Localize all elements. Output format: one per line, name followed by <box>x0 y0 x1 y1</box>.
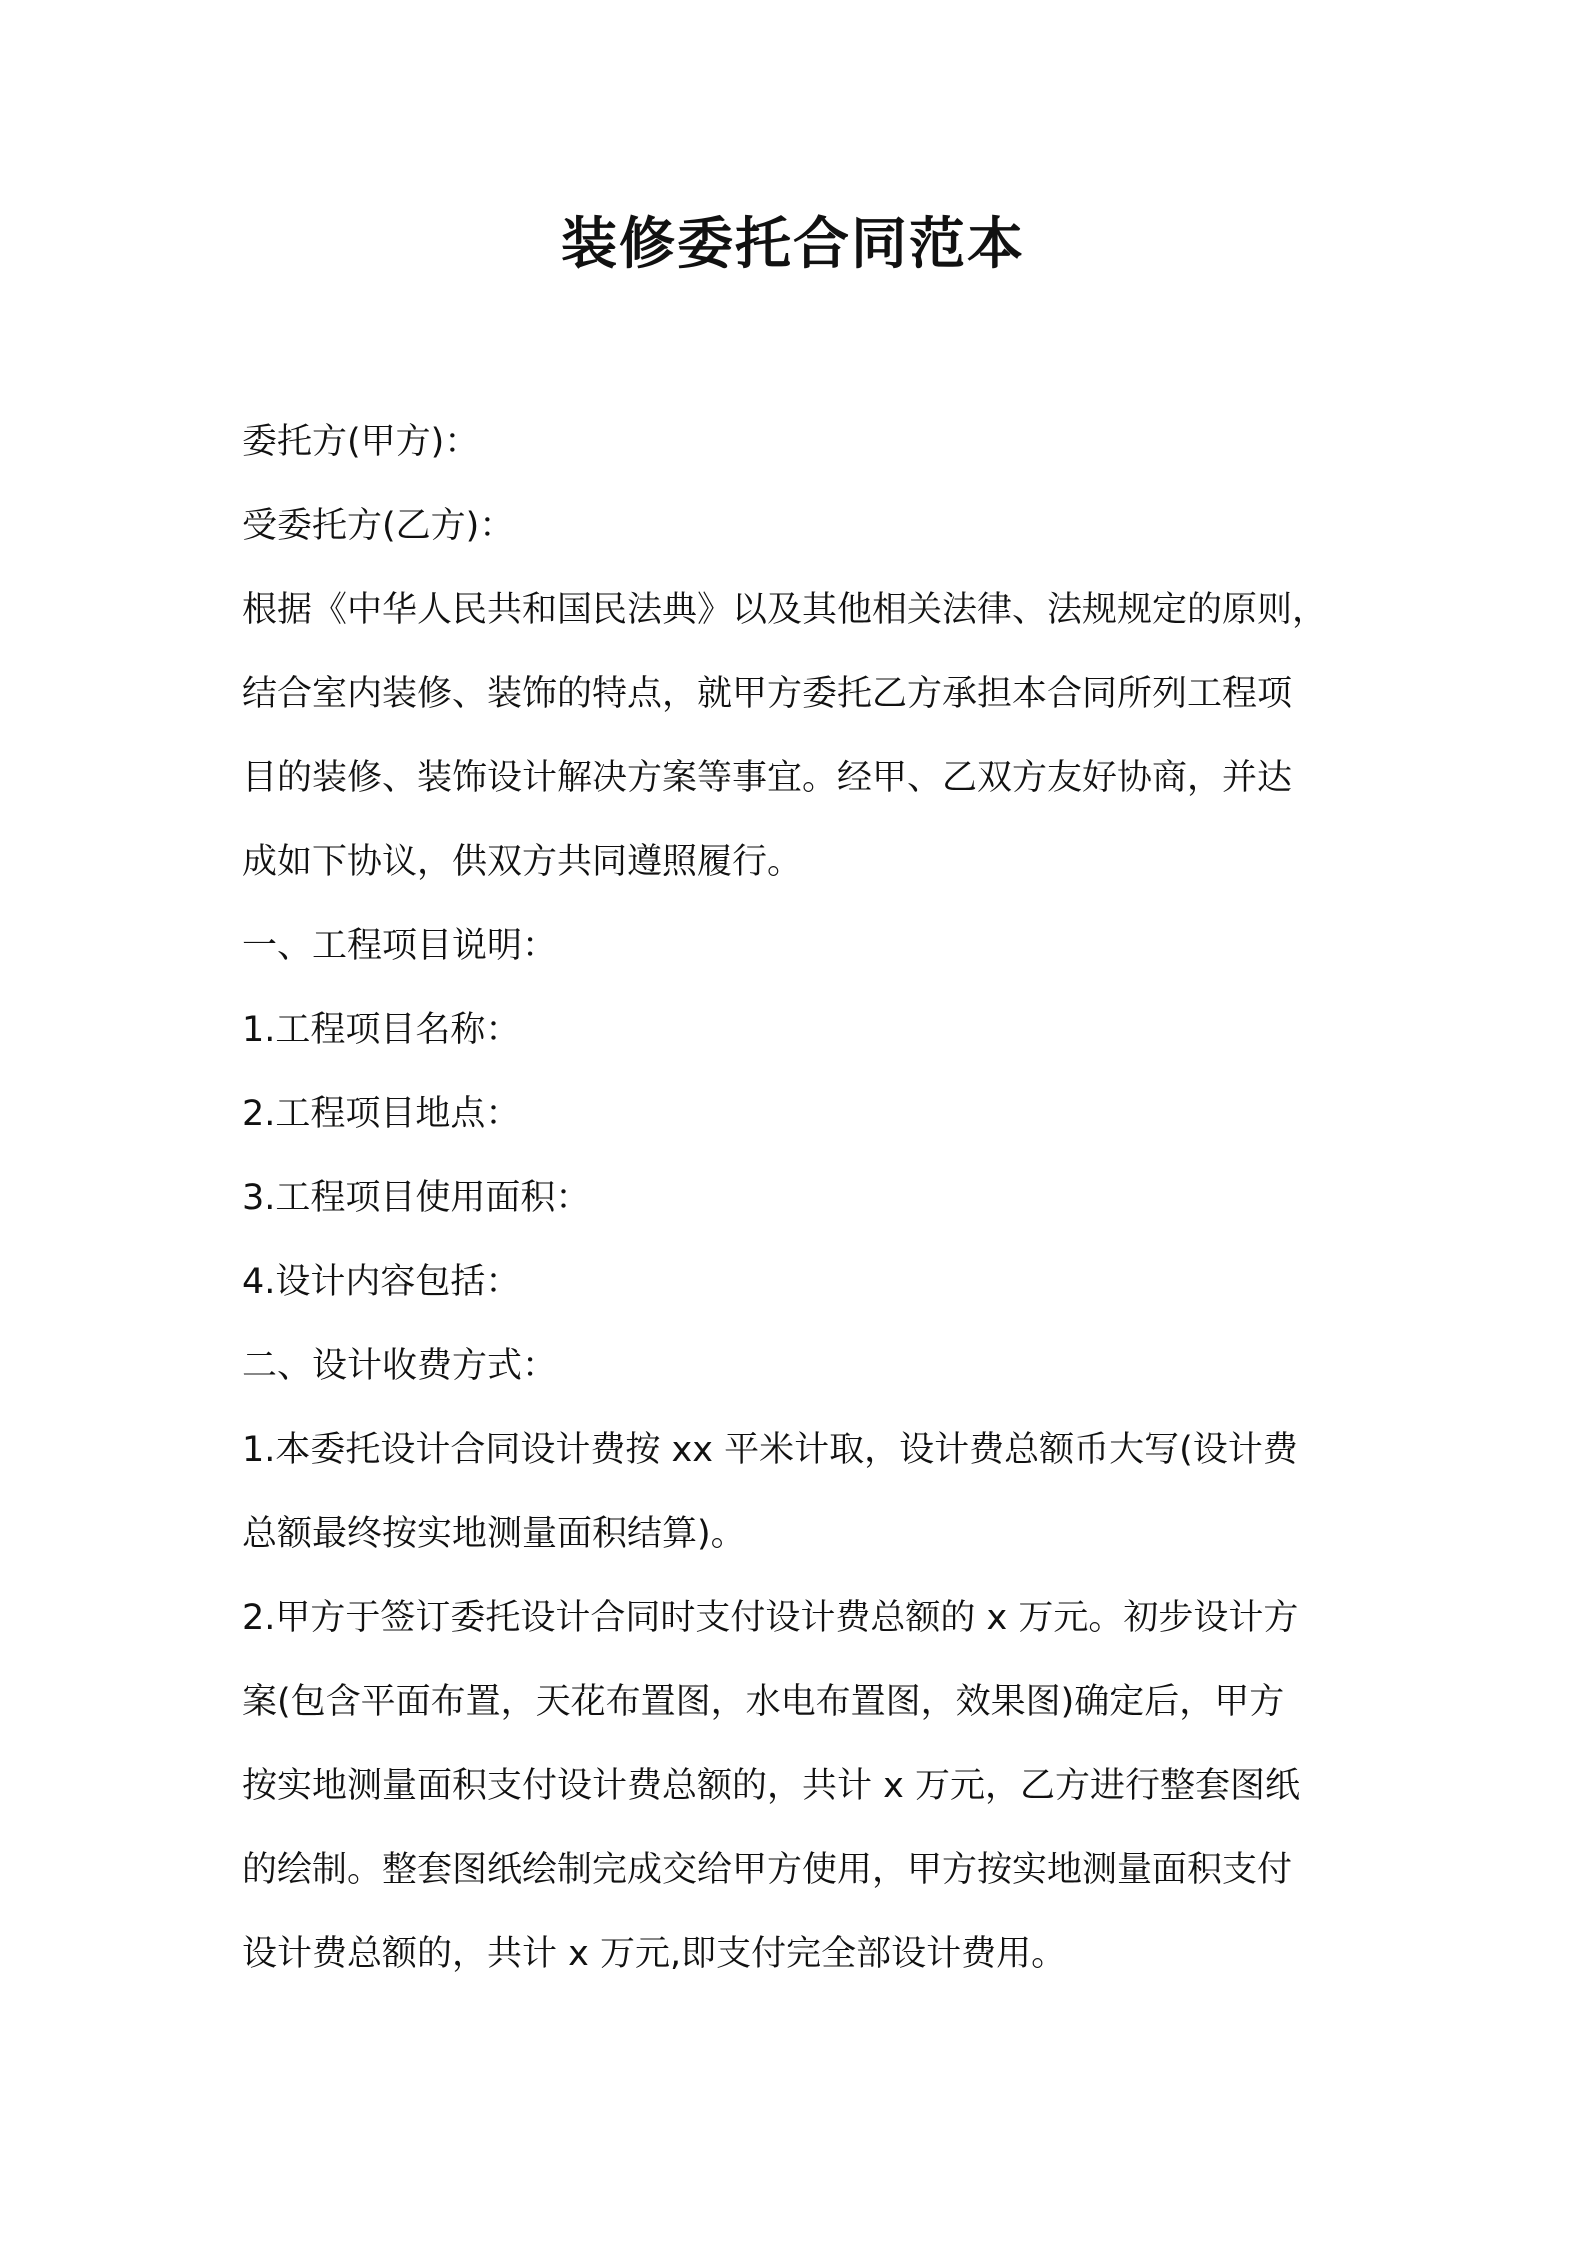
fee-clause-2-line-4: 的绘制。整套图纸绘制完成交给甲方使用，甲方按实地测量面积支付 <box>242 1850 1293 1890</box>
fee-clause-2-line-5: 设计费总额的，共计 x 万元,即支付完全部设计费用。 <box>242 1934 1067 1974</box>
preamble-line-1: 根据《中华人民共和国民法典》以及其他相关法律、法规规定的原则， <box>242 590 1328 630</box>
fee-clause-2-line-1: 2.甲方于签订委托设计合同时支付设计费总额的 x 万元。初步设计方 <box>242 1598 1299 1638</box>
project-name-line: 1.工程项目名称： <box>242 1010 521 1050</box>
section-1-heading: 一、工程项目说明： <box>242 926 558 966</box>
design-content-line: 4.设计内容包括： <box>242 1262 521 1302</box>
preamble-line-3: 目的装修、装饰设计解决方案等事宜。经甲、乙双方友好协商，并达 <box>242 758 1293 798</box>
document-title: 装修委托合同范本 <box>561 212 1025 277</box>
party-b-line: 受委托方(乙方)： <box>242 506 515 546</box>
party-a-line: 委托方(甲方)： <box>242 422 480 462</box>
project-location-line: 2.工程项目地点： <box>242 1094 521 1134</box>
fee-clause-1-line-1: 1.本委托设计合同设计费按 xx 平米计取，设计费总额币大写(设计费 <box>242 1430 1298 1470</box>
project-area-line: 3.工程项目使用面积： <box>242 1178 591 1218</box>
document-body <box>242 400 1352 1996</box>
section-2-heading: 二、设计收费方式： <box>242 1346 558 1386</box>
fee-clause-1-line-2: 总额最终按实地测量面积结算)。 <box>242 1514 746 1554</box>
fee-clause-2-line-3: 按实地测量面积支付设计费总额的，共计 x 万元，乙方进行整套图纸 <box>242 1766 1300 1806</box>
preamble-line-4: 成如下协议，供双方共同遵照履行。 <box>242 842 803 882</box>
preamble-line-2: 结合室内装修、装饰的特点，就甲方委托乙方承担本合同所列工程项 <box>242 674 1293 714</box>
fee-clause-2-line-2: 案(包含平面布置，天花布置图，水电布置图，效果图)确定后，甲方 <box>242 1682 1285 1722</box>
